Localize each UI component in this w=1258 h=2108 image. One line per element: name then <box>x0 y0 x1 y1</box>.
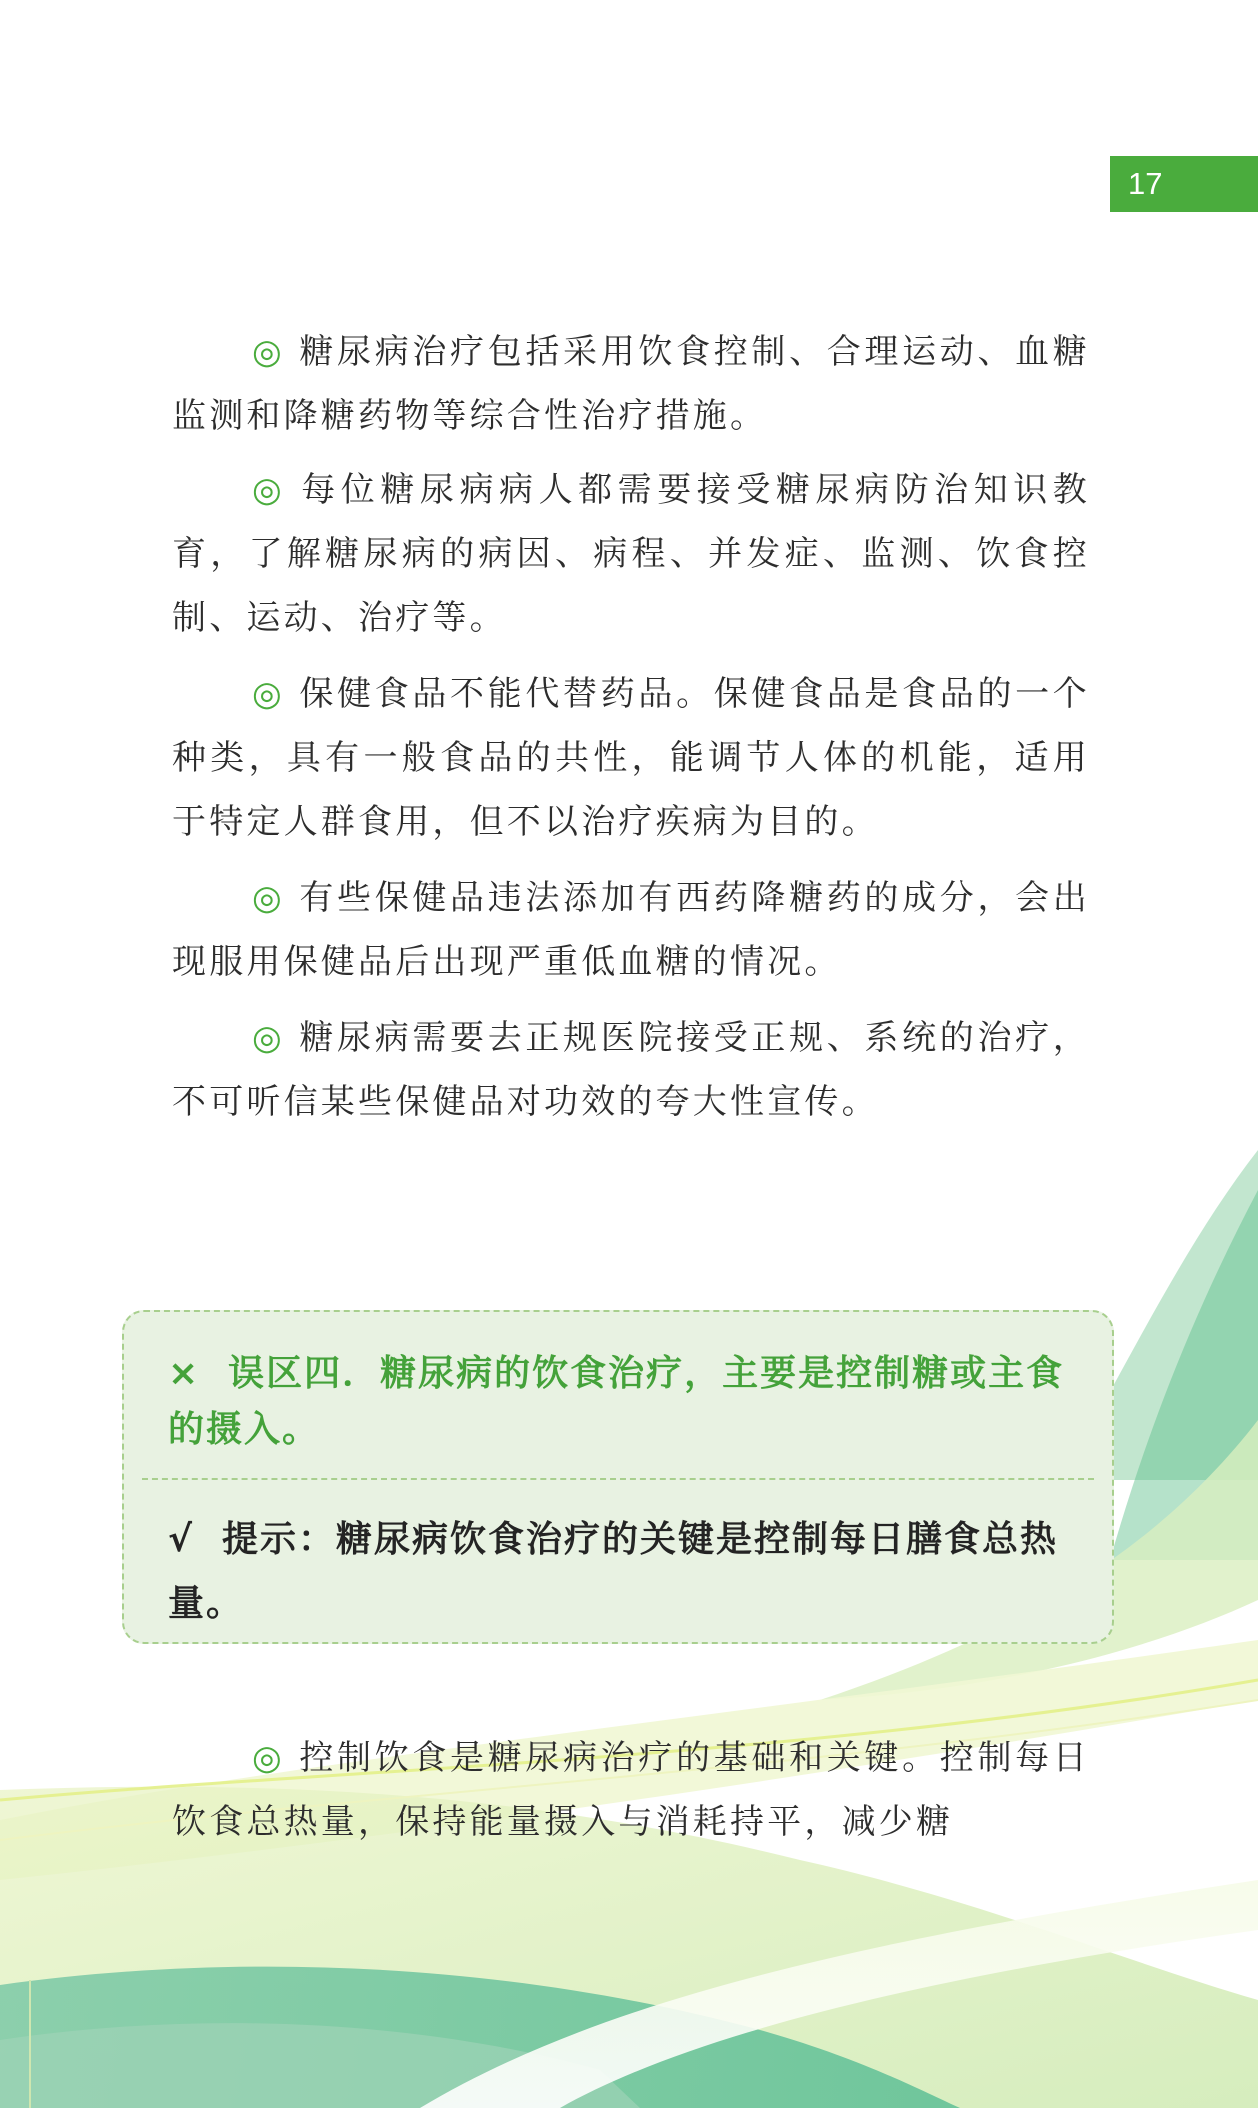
paragraph-5 <box>172 1006 1090 1134</box>
paragraph-bottom <box>172 1726 1090 1854</box>
myth-callout-box <box>122 1310 1114 1644</box>
bullet-icon: ◎ <box>252 1738 286 1778</box>
myth-text: 误区四．糖尿病的饮食治疗，主要是控制糖或主食的摄入。 <box>168 1353 1065 1450</box>
page-number: 17 <box>1128 166 1163 201</box>
paragraph-text: 控制饮食是糖尿病治疗的基础和关键。控制每日饮食总热量，保持能量摄入与消耗持平，减少糖 <box>172 1738 1090 1842</box>
myth-statement <box>168 1346 1088 1458</box>
paragraph-4 <box>172 866 1090 994</box>
tip-text: 提示：糖尿病饮食治疗的关键是控制每日膳食总热量。 <box>168 1519 1059 1624</box>
bullet-icon: ◎ <box>252 878 286 918</box>
paragraph-text: 每位糖尿病病人都需要接受糖尿病防治知识教育，了解糖尿病的病因、病程、并发症、监测、饮食控制、运动、治疗等。 <box>172 470 1091 638</box>
paragraph-text: 保健食品不能代替药品。保健食品是食品的一个种类，具有一般食品的共性，能调节人体的机能，适用于特定人群食用，但不以治疗疾病为目的。 <box>172 674 1090 842</box>
bullet-icon: ◎ <box>252 332 286 372</box>
tip-statement <box>168 1508 1088 1636</box>
paragraph-2 <box>172 458 1090 650</box>
paragraph-text: 糖尿病需要去正规医院接受正规、系统的治疗，不可听信某些保健品对功效的夸大性宣传。 <box>172 1018 1090 1122</box>
paragraph-3 <box>172 662 1090 854</box>
page-number-tab <box>1110 156 1258 212</box>
dashed-divider <box>142 1478 1094 1480</box>
paragraph-1 <box>172 320 1090 448</box>
check-icon: √ <box>168 1519 195 1560</box>
bullet-icon: ◎ <box>252 1018 286 1058</box>
paragraph-text: 糖尿病治疗包括采用饮食控制、合理运动、血糖监测和降糖药物等综合性治疗措施。 <box>172 332 1090 436</box>
paragraph-text: 有些保健品违法添加有西药降糖药的成分，会出现服用保健品后出现严重低血糖的情况。 <box>172 878 1090 982</box>
cross-icon: × <box>168 1353 201 1394</box>
bullet-icon: ◎ <box>252 470 288 510</box>
bullet-icon: ◎ <box>252 674 286 714</box>
